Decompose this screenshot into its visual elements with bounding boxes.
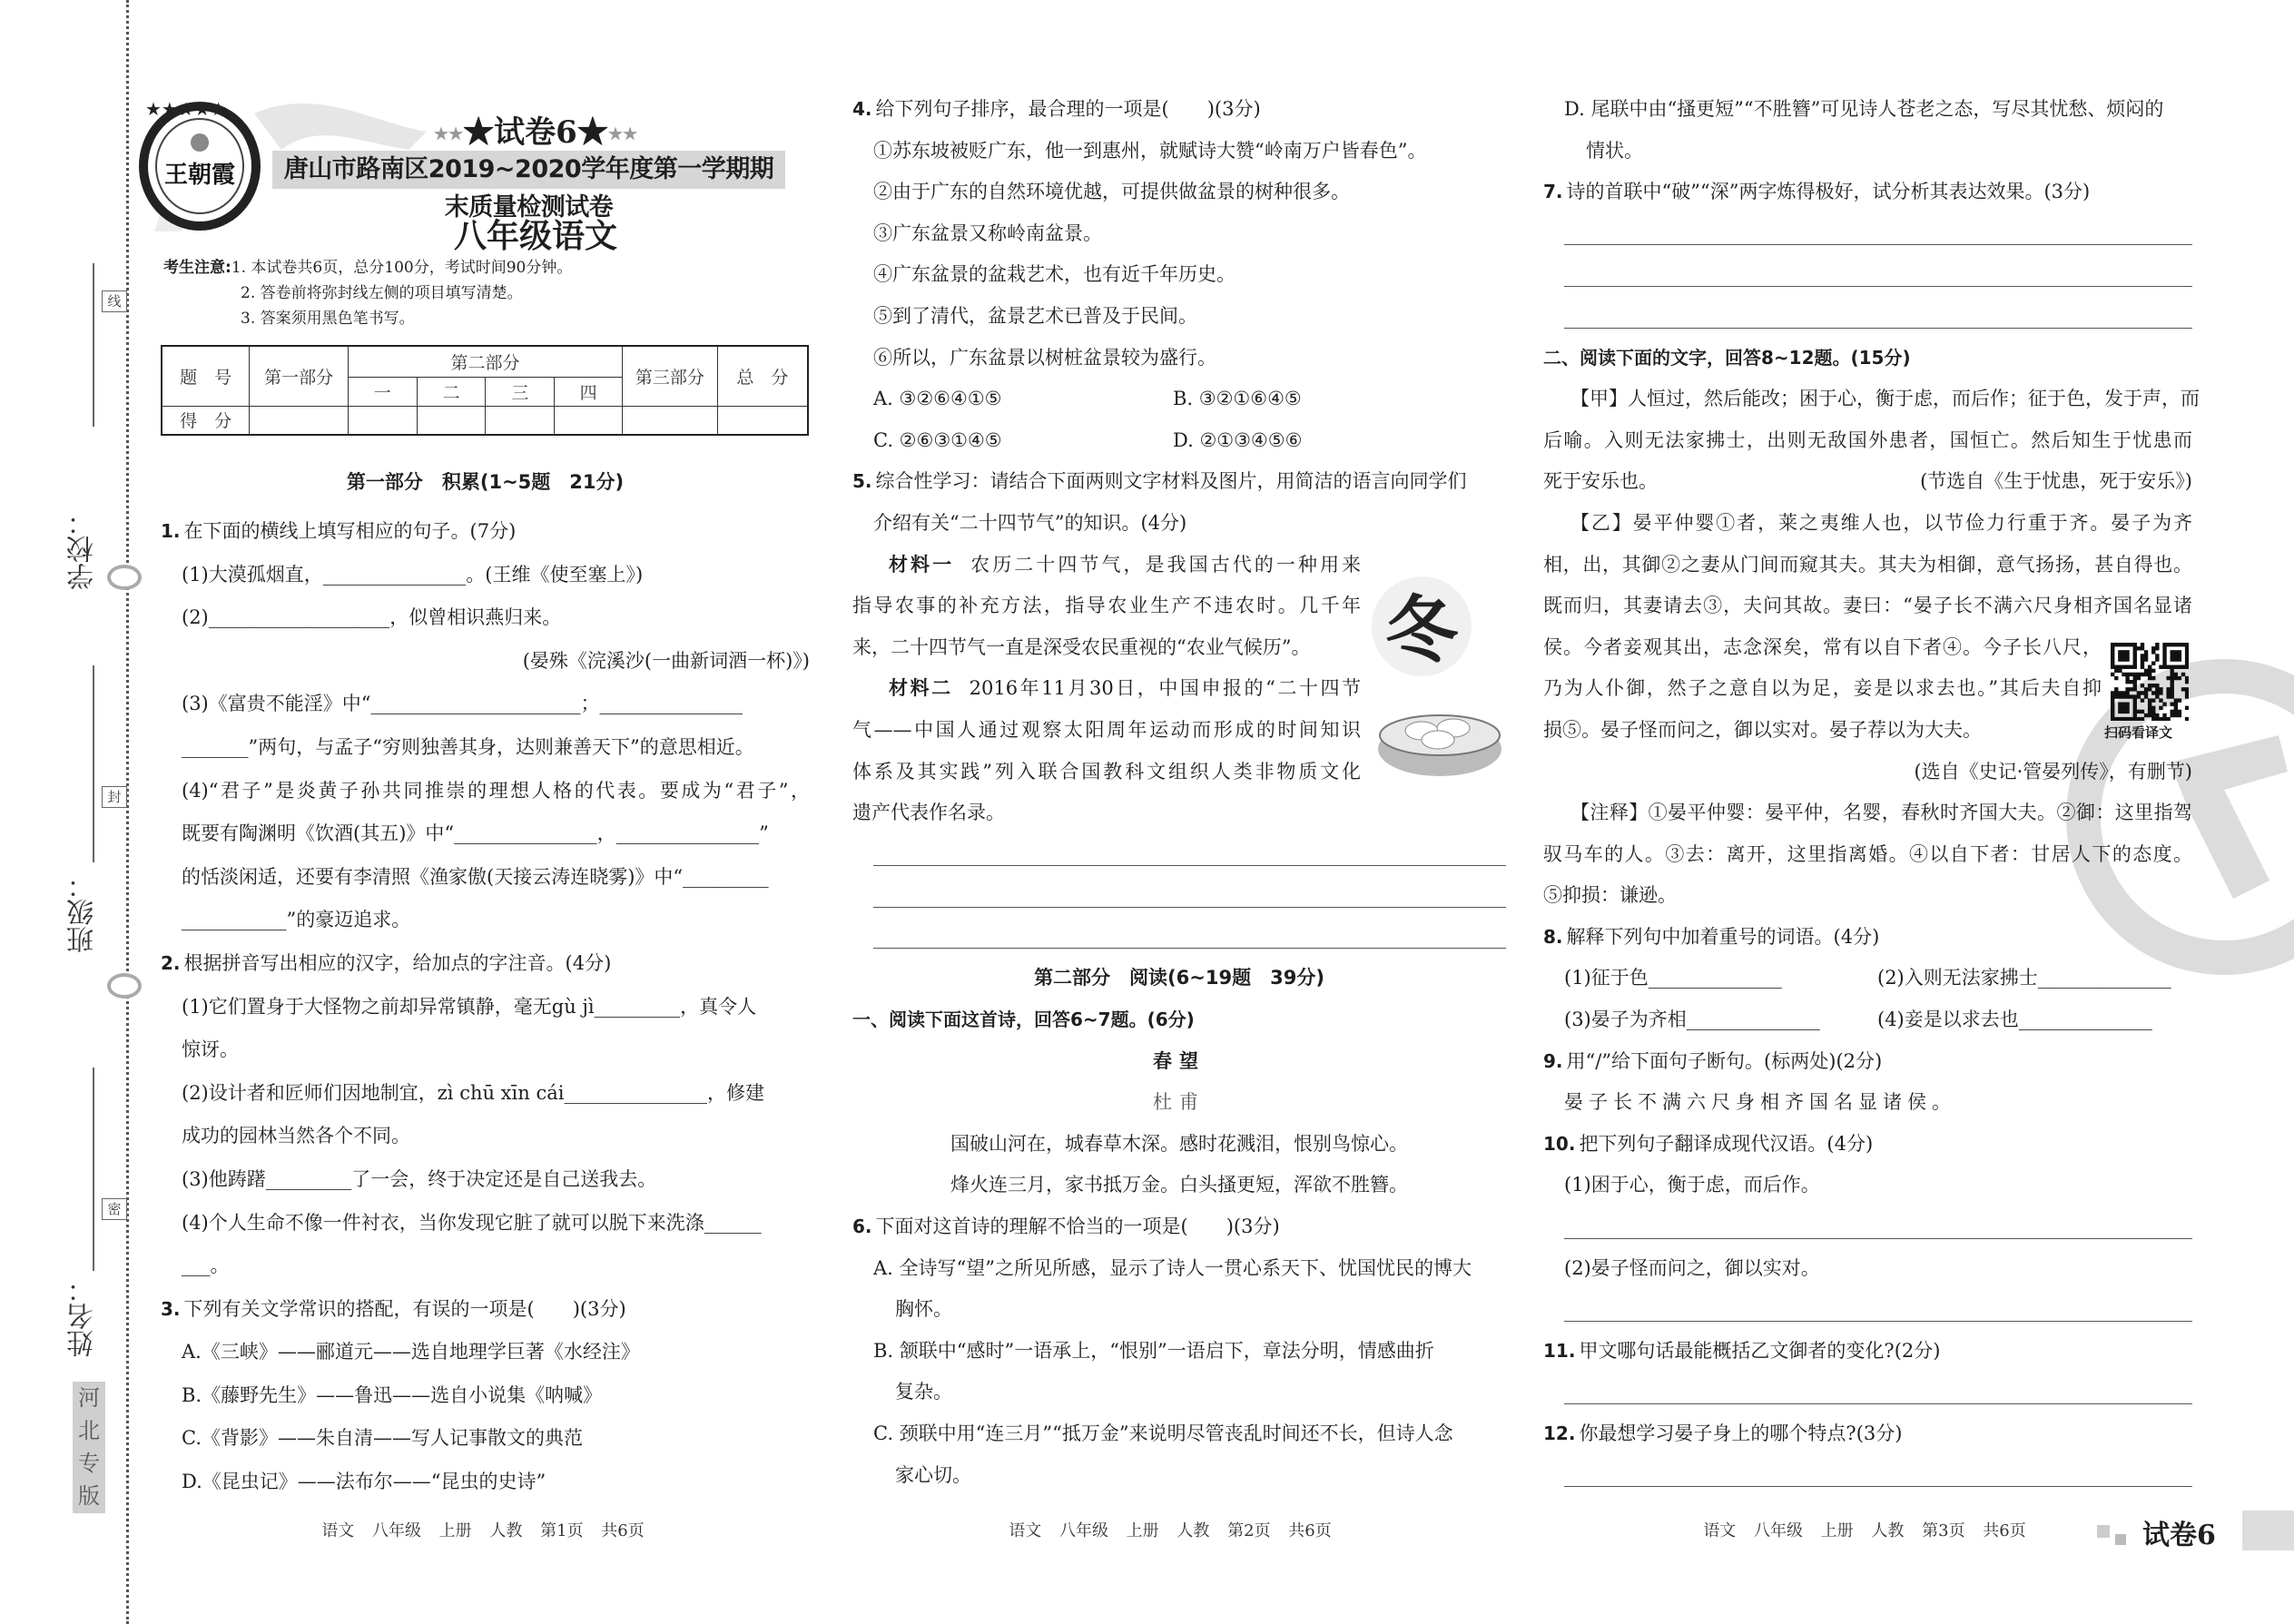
line-text: 解释下列句中加着重号的词语。(4分) — [1566, 925, 1880, 948]
text-line — [161, 1245, 810, 1288]
notice-text: 1. 本试卷共6页，总分100分，考试时间90分钟。 — [231, 259, 573, 277]
answer-line-stroke[interactable] — [1564, 1321, 2192, 1322]
line-text: 2016年11月30日，中国申报的“二十四节 — [969, 677, 1361, 700]
header-part2-sub: 四 — [555, 377, 623, 406]
line-text: 气——中国人通过观察太阳周年运动而形成的时间知识 — [852, 718, 1361, 741]
line-text: 复杂。 — [895, 1381, 952, 1403]
answer-line[interactable] — [1564, 1289, 2192, 1331]
line-text: 根据拼音写出相应的汉字，给加点的字注音。(4分) — [183, 951, 612, 974]
line-text: A.《三峡》——郦道元——选自地理学巨著《水经注》 — [182, 1341, 640, 1363]
question-number: 11. — [1543, 1339, 1576, 1362]
line-text: ①苏东坡被贬广东，他一到惠州，就赋诗大赞“岭南万户皆春色”。 — [873, 139, 1427, 162]
passage-line — [852, 627, 1361, 669]
option-item: A. ③②⑥④①⑤ — [873, 388, 1002, 410]
text-line — [852, 296, 1506, 338]
text-line — [1543, 1082, 2192, 1124]
line-text: 甲文哪句话最能概括乙文御者的变化?(2分) — [1579, 1339, 1941, 1362]
line-text: (1)困于心，衡于虑，而后作。 — [1564, 1174, 1820, 1196]
score-table — [161, 345, 809, 436]
answer-line[interactable] — [1564, 213, 2192, 255]
material-line — [852, 545, 1361, 586]
line-text: 驭马车的人。③去：离开，这里指离婚。④以自下者：甘居人下的态度。 — [1543, 842, 2192, 865]
line-text: (4)个人生命不像一件衬衣，当你发现它脏了就可以脱下来洗涤______ — [182, 1211, 762, 1234]
seal-char-seal: 封 — [102, 786, 127, 808]
text-line — [1543, 131, 2192, 172]
text-line — [1543, 89, 2192, 131]
text-line — [1543, 1248, 2192, 1290]
notice-1 — [163, 254, 572, 277]
svg-text:王朝霞: 王朝霞 — [163, 162, 236, 189]
question — [161, 510, 810, 554]
line-text: 下列有关文学常识的搭配，有误的一项是( )(3分) — [183, 1297, 626, 1320]
options-row — [1543, 999, 2192, 1041]
line-text: 【注释】①晏平仲婴：晏平仲，名婴，春秋时齐国大夫。②御：这里指驾 — [1570, 802, 2192, 824]
score-row-label: 得 分 — [162, 406, 250, 435]
passage-line — [1543, 668, 2102, 710]
answer-line-stroke[interactable] — [1564, 1486, 2192, 1487]
line-text: 给下列句子排序，最合理的一项是( )(3分) — [875, 98, 1261, 120]
line-text: 指导农事的补充方法，指导农业生产不违农时。几千年 — [852, 595, 1361, 617]
svg-text:★★★★★: ★★★★★ — [145, 98, 227, 120]
question-number: 12. — [1543, 1422, 1576, 1444]
passage-line — [1543, 792, 2192, 834]
passage-line — [852, 710, 1361, 752]
passage-line — [852, 792, 1361, 834]
class-label: 班级： — [67, 871, 99, 953]
line-text: 烽火连三月，家书抵万金。白头搔更短，浑欲不胜簪。 — [950, 1174, 1408, 1196]
line-text: (3)他踌躇_________了一会，终于决定还是自己送我去。 — [182, 1167, 657, 1190]
source-citation: (节选自《生于忧患，死于安乐》) — [1920, 470, 2192, 493]
line-text: 来，二十四节气一直是深受农民重视的“农业气候历”。 — [852, 635, 1311, 658]
header-part2-sub: 三 — [486, 377, 555, 406]
text-line — [161, 1072, 810, 1116]
material-label: 材料一 — [889, 553, 955, 576]
line-text: B. 颔联中“感时”一语承上，“恨别”一语启下，章法分明，情感曲折 — [873, 1339, 1434, 1362]
text-line — [161, 856, 810, 900]
text-line — [1543, 1165, 2192, 1206]
question — [1543, 917, 2192, 959]
header-question-number: 题 号 — [162, 346, 250, 406]
option-item: C. ②⑥③①④⑤ — [873, 428, 1002, 451]
material-line — [852, 668, 1361, 710]
answer-line-stroke[interactable] — [1564, 286, 2192, 287]
answer-line-stroke[interactable] — [1564, 1238, 2192, 1239]
text-line — [161, 1158, 810, 1202]
answer-line[interactable] — [1564, 1372, 2192, 1413]
page3-column — [1543, 89, 2200, 1496]
winter-calligraphy: 冬 — [1385, 587, 1458, 673]
line-text: 既要有陶渊明《饮酒(其五)》中“_______________，_______________” — [182, 822, 769, 845]
decor-square — [2115, 1534, 2126, 1545]
answer-line[interactable] — [873, 875, 1506, 917]
passage-line — [1543, 586, 2192, 627]
name-field-line[interactable] — [93, 1068, 94, 1271]
line-text: 晏子长不满六尺身相齐国名显诸侯。 — [1564, 1091, 1956, 1114]
section-heading — [852, 958, 1506, 999]
class-field-line[interactable] — [93, 665, 94, 862]
line-text: 损⑤。晏子怪而问之，御以实对。晏子荐以为大夫。 — [1543, 718, 1982, 741]
line-text: 【甲】人恒过，然后能改；困于心，衡于虑，而后作；征于色，发于声，而 — [1570, 388, 2200, 410]
line-text: ___。 — [182, 1255, 230, 1277]
subsection-heading — [1543, 338, 2192, 379]
page2-column — [852, 89, 1506, 1496]
line-text: 诗的首联中“破”“深”两字炼得极好，试分析其表达效果。(3分) — [1566, 181, 2091, 203]
question-number: 1. — [161, 520, 181, 542]
passage-line — [1543, 461, 2192, 503]
line-text: (2)晏子怪而问之，御以实对。 — [1564, 1256, 1820, 1279]
passage-line — [1543, 503, 2192, 545]
line-text: A. 全诗写“望”之所见所感，显示了诗人一贯心系天下、忧国忧民的博大 — [873, 1256, 1472, 1279]
question-number: 6. — [852, 1216, 872, 1238]
text-line — [852, 338, 1506, 379]
badge-background — [2242, 1511, 2294, 1550]
answer-line[interactable] — [1564, 296, 2192, 338]
text-line — [852, 1455, 1506, 1497]
line-text: (4)“君子”是炎黄子孙共同推崇的理想人格的代表。要成为“君子”， — [182, 779, 810, 802]
line-text: 既而归，其妻请去③，夫问其故。妻曰：“晏子长不满六尺身相齐国名显诸 — [1543, 595, 2192, 617]
answer-line[interactable] — [1564, 254, 2192, 296]
passage-line — [852, 586, 1361, 627]
score-cell[interactable] — [348, 406, 417, 435]
text-line — [852, 1372, 1506, 1413]
page3-footer: 语文 八年级 上册 人教 第3页 共6页 — [1703, 1521, 2026, 1540]
text-line — [852, 172, 1506, 213]
answer-line-stroke[interactable] — [873, 865, 1506, 866]
line-text: ⑤到了清代，盆景艺术已普及于民间。 — [873, 304, 1197, 327]
line-text: 把下列句子翻译成现代汉语。(4分) — [1579, 1132, 1874, 1155]
text-line — [161, 683, 810, 726]
line-text: 第二部分 阅读(6~19题 39分) — [1034, 967, 1324, 989]
seal-circle-icon — [107, 973, 142, 999]
header-total: 总 分 — [717, 346, 808, 406]
line-text: 相，出，其御②之妻从门间而窥其夫。其夫为相御，意气扬扬，甚自得也。 — [1543, 553, 2192, 576]
line-text: 你最想学习晏子身上的哪个特点?(3分) — [1579, 1422, 1903, 1444]
text-line — [161, 1374, 810, 1418]
text-line — [852, 1289, 1506, 1331]
seal-char-line: 线 — [102, 290, 127, 312]
answer-line[interactable] — [1564, 1455, 2192, 1497]
header-part1: 第一部分 — [250, 346, 349, 406]
line-text: 介绍有关“二十四节气”的知识。(4分) — [873, 511, 1187, 534]
text-line — [161, 726, 810, 770]
line-text: ②由于广东的自然环境优越，可提供做盆景的树种很多。 — [873, 181, 1350, 203]
line-text: 遗产代表作名录。 — [852, 802, 1005, 824]
edition-badge: 河北专版 — [73, 1382, 105, 1513]
source-citation — [161, 640, 810, 684]
line-text: 惊讶。 — [182, 1038, 239, 1061]
line-text: C.《背影》——朱自清——写人记事散文的典范 — [182, 1427, 583, 1450]
question — [1543, 172, 2192, 213]
line-text: C. 颈联中用“连三月”“抵万金”来说明尽管丧乱时间还不长，但诗人念 — [873, 1422, 1453, 1444]
line-text: 胸怀。 — [895, 1298, 952, 1321]
line-text: 乃为人仆御，然子之意自以为足，妾是以求去也。”其后夫自抑 — [1543, 677, 2102, 700]
text-line — [161, 1202, 810, 1245]
material-label: 材料二 — [889, 677, 953, 700]
passage-line — [1543, 834, 2192, 876]
line-text: (2)设计者和匠师们因地制宜，zì chū xīn cái_______________，修建 — [182, 1081, 764, 1104]
text-line — [852, 1248, 1506, 1290]
passage-line — [1543, 379, 2200, 420]
header-part2-sub: 一 — [348, 377, 417, 406]
subsection-heading — [852, 999, 1506, 1041]
notice-2: 2. 答卷前将弥封线左侧的项目填写清楚。 — [241, 284, 523, 302]
line-text: 体系及其实践”列入联合国教科文组织人类非物质文化 — [852, 760, 1361, 782]
question — [852, 461, 1506, 503]
text-line — [161, 899, 810, 942]
line-text: _______”两句，与孟子“穷则独善其身，达则兼善天下”的意思相近。 — [182, 735, 754, 758]
line-text: ___________”的豪迈追求。 — [182, 909, 411, 931]
option-item: D. ②①③④⑤⑥ — [1173, 428, 1303, 451]
line-text: 死于安乐也。 — [1543, 470, 1658, 493]
text-line — [161, 986, 810, 1029]
line-text: 情状。 — [1586, 139, 1643, 162]
text-line — [161, 596, 810, 640]
line-text: 二、阅读下面的文字，回答8~12题。(15分) — [1543, 346, 1911, 369]
answer-line[interactable] — [873, 917, 1506, 959]
option-item: (3)晏子为齐相______________ — [1564, 1009, 1820, 1031]
score-cell[interactable] — [486, 406, 555, 435]
question-number: 3. — [161, 1297, 181, 1320]
score-cell[interactable] — [555, 406, 623, 435]
line-text: 下面对这首诗的理解不恰当的一项是( )(3分) — [875, 1216, 1280, 1238]
question — [1543, 1413, 2192, 1455]
question — [1543, 1331, 2192, 1373]
question — [852, 1206, 1506, 1248]
text-line — [161, 770, 810, 813]
decor-square — [2097, 1525, 2110, 1538]
line-text: ③广东盆景又称岭南盆景。 — [873, 221, 1102, 244]
passage-line — [1543, 545, 2192, 586]
seal-circle-icon — [107, 565, 142, 590]
text-line — [852, 254, 1506, 296]
line-text: (2)___________________，似曾相识燕归来。 — [182, 606, 562, 629]
poem-author — [852, 1082, 1506, 1124]
text-line — [161, 1331, 810, 1374]
score-cell[interactable] — [717, 406, 808, 435]
score-cell[interactable] — [623, 406, 718, 435]
question-number: 9. — [1543, 1049, 1563, 1072]
poem-title — [852, 1041, 1506, 1083]
question-number: 8. — [1543, 925, 1563, 948]
answer-line-stroke[interactable] — [1564, 1403, 2192, 1404]
series-badge: 试卷6 — [2142, 1520, 2216, 1551]
question — [1543, 1041, 2192, 1083]
header-part2: 第二部分 — [348, 346, 622, 377]
header-part3: 第三部分 — [623, 346, 718, 406]
options-row — [852, 379, 1506, 420]
series-title: ★★★试卷6★★★ — [433, 114, 638, 151]
line-text: B.《藤野先生》——鲁迅——选自小说集《呐喊》 — [182, 1383, 603, 1406]
passage-line — [1543, 420, 2192, 462]
school-field-line[interactable] — [93, 263, 94, 427]
score-cell[interactable] — [250, 406, 349, 435]
text-line — [852, 1331, 1506, 1373]
question — [852, 89, 1506, 131]
text-line — [161, 1029, 810, 1072]
section-heading-part1: 第一部分 积累(1~5题 21分) — [346, 471, 625, 493]
question — [1543, 1124, 2192, 1166]
options-row — [1543, 958, 2192, 999]
notice-label: 考生注意: — [163, 259, 231, 277]
option-item: (2)入则无法家拂士______________ — [1877, 967, 2171, 989]
text-line — [852, 503, 1506, 545]
line-text: ④广东盆景的盆栽艺术，也有近千年历史。 — [873, 263, 1236, 286]
text-line — [161, 812, 810, 856]
text-line — [852, 1413, 1506, 1455]
passage-line — [1543, 710, 2102, 752]
question-number: 4. — [852, 98, 872, 120]
line-text: (选自《史记·管晏列传》，有删节) — [1914, 760, 2192, 782]
answer-line-stroke[interactable] — [1564, 328, 2192, 329]
text-line — [852, 131, 1506, 172]
text-line — [161, 1461, 810, 1504]
exam-banner: 唐山市路南区2019~2020学年度第一学期期末质量检测试卷 — [272, 151, 785, 189]
page2-footer: 语文 八年级 上册 人教 第2页 共6页 — [1009, 1521, 1332, 1540]
line-text: (晏殊《浣溪沙(一曲新词酒一杯)》) — [522, 649, 810, 672]
option-item: (4)妾是以求去也______________ — [1877, 1009, 2152, 1031]
line-text: 【乙】晏平仲婴①者，莱之夷维人也，以节俭力行重于齐。晏子为齐 — [1570, 511, 2192, 534]
line-text: 的恬淡闲适，还要有李清照《渔家傲(天接云涛连晓雾)》中“_________ — [182, 865, 769, 888]
school-label: 学校： — [67, 508, 99, 590]
options-row — [852, 420, 1506, 462]
binding-line — [126, 0, 129, 1624]
line-text: 一、阅读下面这首诗，回答6~7题。(6分) — [852, 1009, 1195, 1031]
question-number: 10. — [1543, 1132, 1576, 1155]
line-text: (1)它们置身于大怪物之前却异常镇静，毫无gù jì_________，真令人 — [182, 995, 757, 1018]
text-line — [852, 213, 1506, 255]
notice-3: 3. 答案须用黑色笔书写。 — [241, 310, 415, 328]
line-text: 在下面的横线上填写相应的句子。(7分) — [183, 520, 517, 542]
series-label: 试卷6 — [494, 114, 577, 151]
line-text: ⑥所以，广东盆景以树桩盆景较为盛行。 — [873, 346, 1216, 369]
line-text: 家心切。 — [895, 1463, 971, 1486]
score-cell[interactable] — [417, 406, 486, 435]
question-number: 2. — [161, 951, 181, 974]
line-text: ⑤抑损：谦逊。 — [1543, 884, 1677, 907]
name-label: 姓名： — [67, 1275, 99, 1357]
poem-line — [852, 1124, 1506, 1166]
line-text: (3)《富贵不能淫》中“______________________；_______________ — [182, 693, 743, 715]
line-text: 杜甫 — [1153, 1091, 1206, 1114]
line-text: 成功的园林当然各个不同。 — [182, 1125, 410, 1147]
page1-footer: 语文 八年级 上册 人教 第1页 共6页 — [321, 1521, 645, 1540]
answer-line-stroke[interactable] — [873, 907, 1506, 908]
header-part2-sub: 二 — [417, 377, 486, 406]
line-text: 侯。今者妾观其出，志念深矣，常有以自下者④。今子长八尺， — [1543, 635, 2102, 658]
source-citation — [1543, 752, 2192, 793]
passage-line — [1543, 875, 2192, 917]
question-number: 7. — [1543, 181, 1563, 203]
line-text: 用“/”给下面句子断句。(标两处)(2分) — [1566, 1049, 1883, 1072]
option-item: (1)征于色______________ — [1564, 967, 1782, 989]
line-text: 后喻。入则无法家拂士，出则无敌国外患者，国恒亡。然后知生于忧患而 — [1543, 428, 2192, 451]
line-text: 综合性学习：请结合下面两则文字材料及图片，用简洁的语言向同学们 — [875, 470, 1467, 493]
line-text: 农历二十四节气，是我国古代的一种用来 — [970, 553, 1362, 576]
option-item: B. ③②①⑥④⑤ — [1173, 388, 1302, 410]
question-number: 5. — [852, 470, 872, 493]
text-line — [161, 1417, 810, 1461]
page1-column — [161, 510, 810, 1504]
passage-line — [1543, 627, 2102, 669]
seal-char-close: 密 — [102, 1198, 127, 1220]
question — [161, 1288, 810, 1332]
text-line — [161, 1115, 810, 1158]
line-text: D. 尾联中由“搔更短”“不胜簪”可见诗人苍老之态，写尽其忧愁、烦闷的 — [1564, 98, 2164, 120]
answer-line-stroke[interactable] — [1564, 244, 2192, 245]
text-line — [161, 554, 810, 597]
answer-line[interactable] — [873, 834, 1506, 876]
poem-line — [852, 1165, 1506, 1206]
answer-line-stroke[interactable] — [873, 948, 1506, 949]
answer-line[interactable] — [1564, 1206, 2192, 1248]
line-text: 国破山河在，城春草木深。感时花溅泪，恨别鸟惊心。 — [950, 1132, 1408, 1155]
passage-line — [852, 752, 1361, 793]
question — [161, 942, 810, 986]
line-text: (1)大漠孤烟直，_______________。(王维《使至塞上》) — [182, 563, 644, 586]
line-text: D.《昆虫记》——法布尔——“昆虫的史诗” — [182, 1471, 546, 1493]
line-text: 春望 — [1153, 1049, 1206, 1072]
subject-title: 八年级语文 — [453, 218, 617, 255]
qr-caption: 扫码看译文 — [2104, 724, 2173, 741]
